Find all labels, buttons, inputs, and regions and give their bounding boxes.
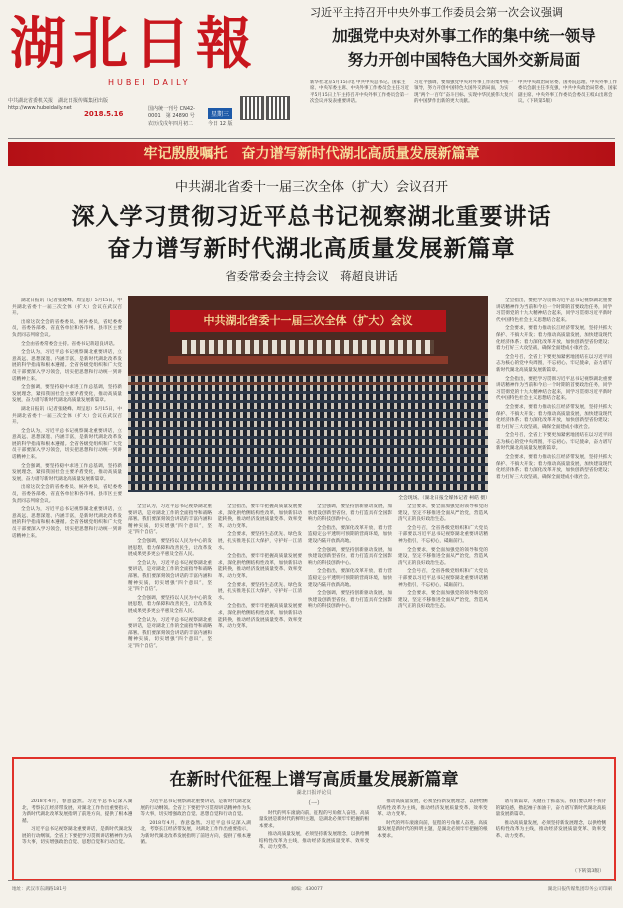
masthead	[8, 4, 304, 134]
editorial-column	[22, 799, 132, 875]
paragraph: 出席这次全会的省委委员、候补委员，省纪委委员，省委各部委、省直各单位和各市州、县市区主要负责同志列席会议。	[12, 319, 122, 338]
issue-number: 国内统一刊号 CN42-0001 第 24890 号	[148, 106, 195, 119]
paragraph: 全会指出，要深化改革开放，着力营造稳定公平透明可预期的营商环境，加快建设内陆开放新高地。	[308, 569, 392, 588]
paragraph: 全会要求，要着力推动长江经济带发展，坚持共抓大保护、不搞大开发；着力推动高质量发展，加快建设现代化经济体系；着力深化改革开放，加快创新型省份建设；着力打好三大攻坚战，确保全面建成小康社会。	[496, 404, 612, 430]
divider	[8, 880, 615, 881]
paragraph: 谱写新篇章，关键在于抓落实。我们要以时不我待的紧迫感，撸起袖子加油干，奋力谱写新时代湖北高质量发展新篇章。	[495, 799, 607, 817]
stage-banner: 中共湖北省委十一届三次全体（扩大）会议	[170, 310, 446, 332]
red-banner: 牢记殷殷嘱托 奋力谱写新时代湖北高质量发展新篇章	[8, 142, 615, 166]
paragraph: 全会强调，要坚持稳中求进工作总基调，坚持新发展理念，紧扣我国社会主要矛盾变化，推动高质量发展，奋力谱写新时代湖北高质量发展新篇章。	[12, 463, 122, 482]
page-footer	[12, 882, 612, 896]
paragraph: 2018年4月，春意盎然。习近平总书记深入湖北，考察长江经济带发展，对湖北工作作出重要指示，为新时代湖北改革发展指明了前进方向，提供了根本遵循。	[140, 820, 251, 845]
editorial-column	[140, 799, 250, 875]
conference-photo[interactable]	[128, 296, 488, 492]
article-left-column	[12, 298, 122, 750]
main-headline-2[interactable]: 奋力谱写新时代湖北高质量发展新篇章	[107, 236, 516, 262]
top-news-column: 中共中央政治局常委、国务院总理、中央外事工作委员会副主任李克强，中共中央政治局常委、国家副主席、中央外事工作委员会委员王岐山出席会议。（下转第5版）	[518, 80, 617, 105]
article-middle-column	[308, 504, 392, 750]
paragraph: 全会号召，全省上下要更加紧密地团结在以习近平同志为核心的党中央周围，不忘初心、牢记使命，奋力谱写新时代湖北高质量发展新篇章。	[496, 433, 612, 452]
issue-date: 2018.5.16	[84, 110, 124, 118]
website-link[interactable]: http://www.hubeidaily.net	[8, 105, 72, 111]
paragraph: 全会要求，要着力推动长江经济带发展，坚持共抓大保护、不搞大开发；着力推动高质量发展，加快建设现代化经济体系；着力深化改革开放，加快创新型省份建设；着力打好三大攻坚战，确保全面建成小康社会。	[496, 326, 612, 352]
top-news-column: 习近平强调，要加强党中央对外事工作的集中统一领导，努力开创中国特色大国外交新局面，为实现“两个一百年”奋斗目标、实现中华民族伟大复兴的中国梦作出新的更大贡献。	[414, 80, 514, 105]
rostrum	[182, 340, 434, 354]
paragraph: 全会强调，要坚持创新驱动发展，加快建设创新型省份，着力打造具有全国影响力的科技创新中心。	[308, 547, 392, 566]
newspaper-logo[interactable]: 湖北日報	[10, 11, 258, 77]
continued-link[interactable]: （下转第3版）	[572, 868, 605, 874]
masthead-info	[8, 94, 304, 132]
paragraph: 全会认为，习近平总书记视察湖北重要讲话，立意高远、思想深邃、内涵丰富，是新时代湖北改革发展的科学指南和根本遵循。全省各级党组织和广大党员干部要深入学习领会，切实把思想和行动统一到讲话精神上来。	[12, 507, 122, 539]
top-news-body	[310, 80, 618, 134]
photo-caption: 全会现场。（湖北日报全媒体记者 柯皓 摄）	[398, 496, 490, 501]
page-count: 今日 12 版	[208, 121, 233, 127]
top-news-kicker: 习近平主持召开中央外事工作委员会第一次会议强调	[310, 6, 563, 19]
paragraph: 2018年4月，春意盎然。习近平总书记深入湖北，考察长江经济带发展，对湖北工作作出重要指示，为新时代湖北改革发展指明了前进方向，提供了根本遵循。	[22, 799, 133, 824]
paragraph: 湖北日报讯（记者张晓峰、周呈思）5月15日，中共湖北省委十一届三次全体（扩大）会议在武汉召开。	[12, 298, 122, 317]
audience	[128, 376, 488, 492]
article-middle-column	[398, 504, 488, 750]
article-middle-column	[128, 504, 212, 750]
paragraph: 时代的列车滚滚向前，征程的号角催人奋进。高质量发展是新时代的鲜明主题，是湖北必须牢牢把握的根本要求。	[258, 810, 370, 829]
newspaper-logo-en: HUBEI DAILY	[108, 78, 191, 87]
paragraph: 全会指出，要牢牢把握高质量发展要求，深化供给侧结构性改革，加快新旧动能转换，推动经济发展质量变革、效率变革、动力变革。	[218, 504, 302, 529]
paragraph: 习近平总书记视察湖北重要讲话，是新时代湖北发展的行动纲领。全省上下要把学习贯彻讲话精神作为头等大事，切实增强政治自觉、思想自觉和行动自觉。	[22, 827, 133, 845]
paragraph: 全会由省委常委会主持。省委书记蒋超良讲话。	[21, 341, 118, 347]
paragraph: 全会认为，习近平总书记视察湖北重要讲话，是对湖北工作的全面指导和战略部署。我们要深刻领会讲话的丰富内涵和精神实质，切实增强“四个意识”，坚定“四个自信”。	[128, 560, 212, 593]
top-news-article[interactable]	[310, 4, 618, 134]
main-subheadline: 省委常委会主持会议 蒋超良讲话	[225, 269, 398, 283]
main-kicker: 中共湖北省委十一届三次全体（扩大）会议召开	[174, 180, 448, 195]
paragraph: 全会认为，习近平总书记视察湖北重要讲话，是对湖北工作的全面指导和战略部署。我们要深刻领会讲话的丰富内涵和精神实质，切实增强“四个意识”，坚定“四个自信”。	[128, 504, 212, 536]
main-headline-1[interactable]: 深入学习贯彻习近平总书记视察湖北重要讲话	[71, 204, 552, 230]
paragraph: 全会指出，要深化改革开放，着力营造稳定公平透明可预期的营商环境，加快建设内陆开放新高地。	[308, 525, 392, 544]
paragraph: 全会指出，要牢牢把握高质量发展要求，深化供给侧结构性改革，加快新旧动能转换，推动经济发展质量变革、效率变革、动力变革。	[218, 554, 302, 579]
paragraph: 全会要求，要坚持生态优先、绿色发展，扎实推进长江大保护，守护好一江清水。	[218, 532, 302, 551]
paragraph: 出席这次全会的省委委员、候补委员，省纪委委员，省委各部委、省直各单位和各市州、县市区主要负责同志列席会议。	[12, 485, 122, 504]
article-middle-column	[218, 504, 302, 750]
paragraph: 推动高质量发展，必须坚持新发展理念，以供给侧结构性改革为主线，推动经济发展质量变革、效率变革、动力变革。	[258, 832, 370, 850]
editorial-body	[22, 799, 606, 875]
paragraph: 全会强调，要坚持以人民为中心的发展思想，着力保障和改善民生，让改革发展成果更多更公平惠及全省人民。	[128, 595, 212, 614]
footer-printer: 湖北日报传媒集团印务公司印刷	[547, 887, 612, 892]
paragraph: 全会号召，全省各级党组织和广大党员干部要以习近平总书记视察湖北重要讲话精神为指引，不忘初心，砥砺前行。	[398, 569, 488, 588]
editorial-box[interactable]	[12, 757, 616, 881]
paragraph: 湖北日报讯（记者张晓峰、周呈思）5月15日，中共湖北省委十一届三次全体（扩大）会议在武汉召开。	[12, 406, 122, 426]
paragraph: 全会认为，习近平总书记视察湖北重要讲话，立意高远、思想深邃、内涵丰富，是新时代湖北改革发展的科学指南和根本遵循。全省各级党组织和广大党员干部要深入学习领会，切实把思想和行动统一到讲话精神上来。	[12, 428, 122, 461]
paragraph: 全会指出，要把学习贯彻习近平总书记视察湖北重要讲话精神作为当前和今后一个时期的首要政治任务，同学习贯彻党的十九大精神结合起来，同学习贯彻习近平新时代中国特色社会主义思想结合起来。	[496, 376, 612, 402]
footer-address: 地址：武汉市东湖路181号	[12, 887, 67, 892]
paragraph: 全会强调，要坚持以人民为中心的发展思想，着力保障和改善民生，让改革发展成果更多更公平惠及全省人民。	[128, 538, 212, 558]
editorial-column	[259, 799, 369, 875]
top-news-headline-1: 加强党中央对外事工作的集中统一领导	[332, 27, 596, 45]
top-news-column: 新华社北京5月15日电 中共中央总书记、国家主席、中央军委主席、中央外事工作委员会主任习近平5月15日上午主持召开中央外事工作委员会第一次会议并发表重要讲话。	[310, 80, 409, 105]
article-right-column	[496, 298, 612, 750]
paragraph: 全会认为，习近平总书记视察湖北重要讲话，是对湖北工作的全面指导和战略部署。我们要深刻领会讲话的丰富内涵和精神实质，切实增强“四个意识”，坚定“四个自信”。	[128, 617, 212, 649]
paragraph: 全会认为，习近平总书记视察湖北重要讲话，立意高远、思想深邃、内涵丰富，是新时代湖北改革发展的科学指南和根本遵循。全省各级党组织和广大党员干部要深入学习领会，切实把思想和行动统一到讲话精神上来。	[12, 350, 122, 382]
paragraph: 全会号召，全省上下要更加紧密地团结在以习近平同志为核心的党中央周围，不忘初心、牢记使命，奋力谱写新时代湖北高质量发展新篇章。	[496, 354, 612, 373]
paragraph: 全会强调，要坚持稳中求进工作总基调，坚持新发展理念，紧扣我国社会主要矛盾变化，推动高质量发展，奋力谱写新时代湖北高质量发展新篇章。	[12, 385, 122, 404]
paragraph: 全会要求，要坚持生态优先、绿色发展，扎实推进长江大保护，守护好一江清水。	[218, 582, 302, 601]
paragraph: 时代的列车滚滚向前，征程的号角催人奋进。高质量发展是新时代的鲜明主题，是湖北必须牢牢把握的根本要求。	[377, 820, 488, 839]
paragraph: 全会要求，要全面加强党的领导和党的建设，坚定不移推进全面从严治党，营造风清气正的良好政治生态。	[398, 547, 488, 566]
paragraph: 全会指出，要牢牢把握高质量发展要求，深化供给侧结构性改革，加快新旧动能转换，推动经济发展质量变革、效率变革、动力变革。	[218, 604, 302, 630]
paragraph: 全会要求，要全面加强党的领导和党的建设，坚定不移推进全面从严治党，营造风清气正的良好政治生态。	[398, 504, 488, 523]
top-news-headline-2: 努力开创中国特色大国外交新局面	[347, 51, 581, 69]
org-line: 中共湖北省委机关报 湖北日报传媒集团出版	[8, 98, 109, 104]
paragraph: 全会指出，要把学习贯彻习近平总书记视察湖北重要讲话精神作为当前和今后一个时期的首要政治任务，同学习贯彻党的十九大精神结合起来，同学习贯彻习近平新时代中国特色社会主义思想结合起来。	[496, 298, 612, 323]
editorial-byline: 湖北日报评论员	[296, 790, 332, 796]
paragraph: 全会要求，要着力推动长江经济带发展，坚持共抓大保护、不搞大开发；着力推动高质量发展，加快建设现代化经济体系；着力深化改革开放，加快创新型省份建设；着力打好三大攻坚战，确保全面建成小康社会。	[496, 455, 612, 480]
editorial-column	[377, 799, 487, 875]
paragraph: 推动高质量发展，必须坚持新发展理念，以供给侧结构性改革为主线，推动经济发展质量变革、效率变革、动力变革。	[377, 799, 488, 817]
footer-postcode: 邮编：430077	[291, 887, 323, 892]
paragraph: 习近平总书记视察湖北重要讲话，是新时代湖北发展的行动纲领。全省上下要把学习贯彻讲话精神作为头等大事，切实增强政治自觉、思想自觉和行动自觉。	[140, 799, 251, 817]
paragraph: 推动高质量发展，必须坚持新发展理念，以供给侧结构性改革为主线，推动经济发展质量变革、效率变革、动力变革。	[495, 820, 607, 839]
flowers	[168, 356, 448, 364]
paragraph: 全会强调，要坚持创新驱动发展，加快建设创新型省份，着力打造具有全国影响力的科技创新中心。	[308, 504, 392, 523]
editorial-section-mark: （一）	[305, 800, 324, 807]
divider	[8, 138, 615, 139]
paragraph: 全会要求，要全面加强党的领导和党的建设，坚定不移推进全面从严治党，营造风清气正的良好政治生态。	[398, 591, 488, 610]
qr-code-icon[interactable]	[240, 96, 264, 120]
qr-code-icon[interactable]	[266, 96, 290, 120]
paragraph: 全会强调，要坚持创新驱动发展，加快建设创新型省份，着力打造具有全国影响力的科技创新中心。	[308, 591, 392, 610]
editorial-column	[496, 799, 606, 875]
weekday-badge: 星期三	[208, 108, 232, 119]
editorial-title: 在新时代征程上谱写高质量发展新篇章	[169, 770, 459, 790]
paragraph: 全会号召，全省各级党组织和广大党员干部要以习近平总书记视察湖北重要讲话精神为指引，不忘初心，砥砺前行。	[398, 525, 488, 544]
lunar-date: 农历戊戌年四月初二	[148, 121, 194, 127]
